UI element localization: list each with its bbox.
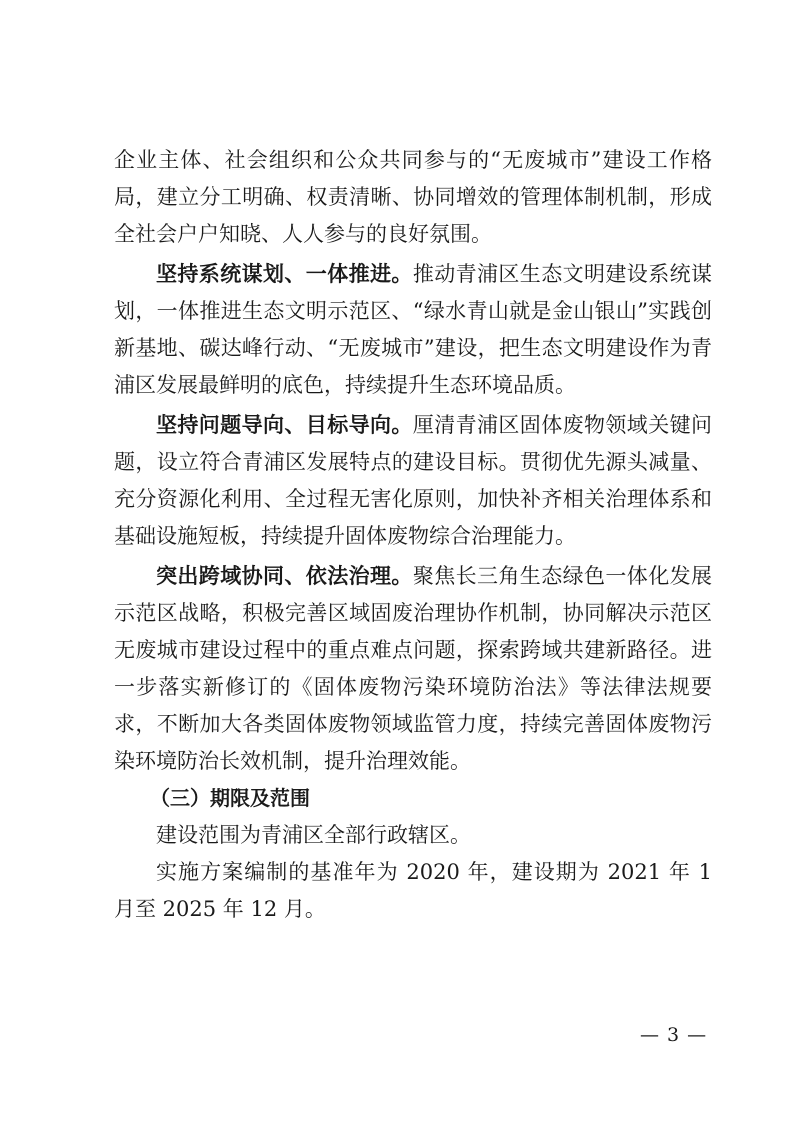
paragraph-cross-regional [114, 557, 712, 780]
paragraph-systematic-planning [114, 255, 712, 404]
paragraph-scope [114, 817, 712, 854]
paragraph-text: 推动青浦区生态文明建设系统谋划，一体推进生态文明示范区、“绿水青山就是金山银山”实践创新基地、碳达峰行动、“无废城市”建设，把生态文明建设作为青浦区发展最鲜明的底色，持续提升生态环境品质。 [114, 262, 713, 397]
paragraph-lead: 坚持系统谋划、一体推进。 [156, 261, 413, 286]
paragraph-text: 实施方案编制的基准年为 2020 年，建设期为 2021 年 1 月至 2025 年 12 月。 [114, 860, 712, 921]
document-body [114, 142, 712, 928]
paragraph-problem-oriented [114, 406, 712, 555]
paragraph-text: 企业主体、社会组织和公众共同参与的“无废城市”建设工作格局，建立分工明确、权责清晰、协同增效的管理体制机制，形成全社会户户知晓、人人参与的良好氛围。 [114, 148, 712, 246]
paragraph-lead: 坚持问题导向、目标导向。 [156, 412, 413, 437]
page-number: — 3 — [640, 1024, 708, 1046]
paragraph-text: 聚焦长三角生态绿色一体化发展示范区战略，积极完善区域固废治理协作机制，协同解决示范区无废城市建设过程中的重点难点问题，探索跨域共建新路径。进一步落实新修订的《固体废物污染环境防治法》等法律法规要求，不断加大各类固体废物领域监管力度，持续完善固体废物污染环境防治长效机制，提升治理效能。 [114, 564, 713, 773]
paragraph-period [114, 854, 712, 928]
paragraph-lead: 突出跨域协同、依法治理。 [156, 563, 413, 588]
paragraph-text: 建设范围为青浦区全部行政辖区。 [156, 823, 471, 847]
paragraph-text: 厘清青浦区固体废物领域关键问题，设立符合青浦区发展特点的建设目标。贯彻优先源头减量、充分资源化利用、全过程无害化原则，加快补齐相关治理体系和基础设施短板，持续提升固体废物综合治理能力。 [114, 413, 713, 548]
paragraph-continuation [114, 142, 712, 253]
section-heading-scope: （三）期限及范围 [150, 786, 310, 810]
